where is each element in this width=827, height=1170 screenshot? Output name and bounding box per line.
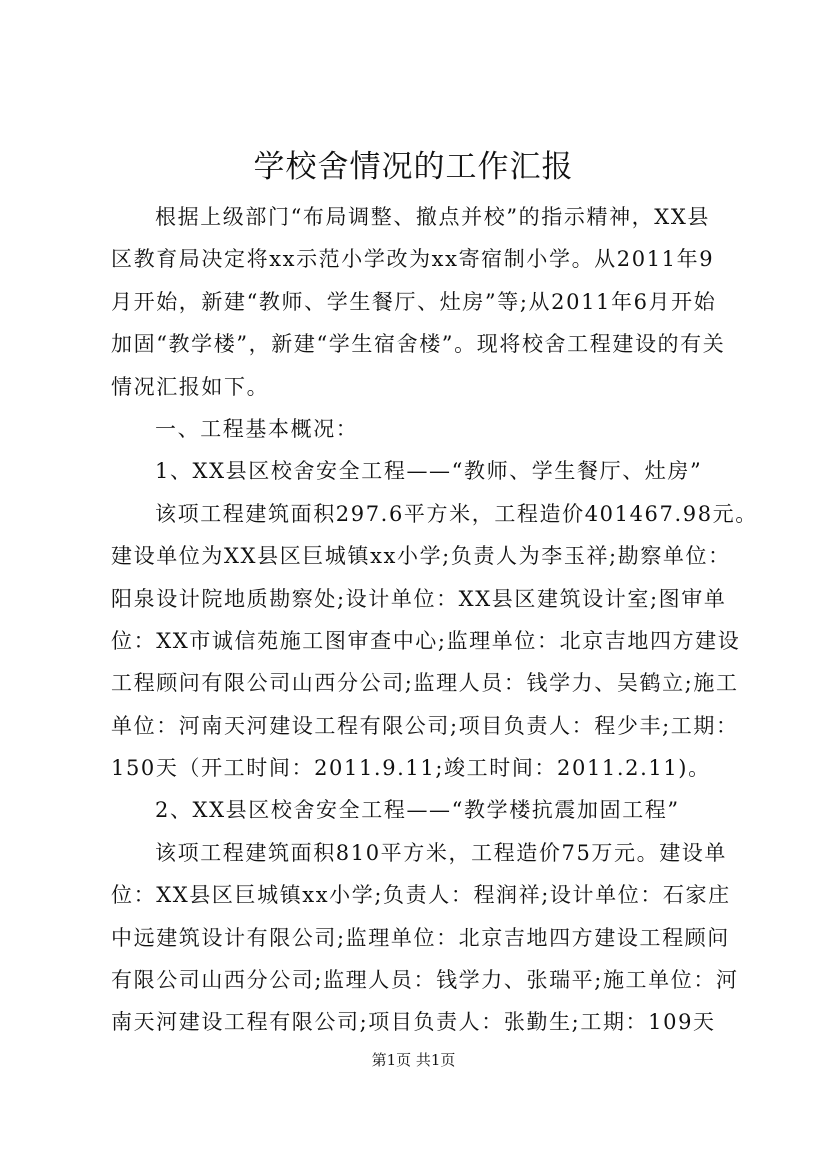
text-line: 150天（开工时间：2011.9.11;竣工时间：2011.2.11)。 [111, 756, 711, 781]
text-line: 中远建筑设计有限公司;监理单位：北京吉地四方建设工程顾问 [111, 925, 730, 950]
document-body [111, 196, 758, 1044]
subsection-heading: 1、XX县区校舍安全工程——“教师、学生餐厅、灶房” [155, 459, 703, 484]
text-line: 该项工程建筑面积810平方米，工程造价75万元。建设单 [155, 840, 728, 865]
text-line: 南天河建设工程有限公司;项目负责人：张勤生;工期：109天 [111, 1010, 716, 1035]
subsection-heading: 2、XX县区校舍安全工程——“教学楼抗震加固工程” [155, 798, 680, 823]
text-line: 根据上级部门“布局调整、撤点并校”的指示精神，XX县 [155, 205, 710, 229]
page-footer: 第1页 共1页 [371, 1051, 456, 1069]
text-line: 位：XX县区巨城镇xx小学;负责人：程润祥;设计单位：石家庄 [111, 883, 731, 908]
text-line: 位：XX市诚信苑施工图审查中心;监理单位：北京吉地四方建设 [111, 628, 741, 653]
text-line: 加固“教学楼”，新建“学生宿舍楼”。现将校舍工程建设的有关 [111, 332, 726, 357]
document-title: 学校舍情况的工作汇报 [253, 149, 574, 185]
text-line: 区教育局决定将xx示范小学改为xx寄宿制小学。从2011年9 [111, 247, 715, 272]
section-heading: 一、工程基本概况： [155, 416, 359, 441]
text-line: 建设单位为XX县区巨城镇xx小学;负责人为李玉祥;勘察单位： [111, 544, 731, 569]
text-line: 月开始，新建“教师、学生餐厅、灶房”等;从2011年6月开始 [111, 289, 717, 314]
text-line: 有限公司山西分公司;监理人员：钱学力、张瑞平;施工单位：河 [111, 968, 739, 993]
text-line: 该项工程建筑面积297.6平方米，工程造价401467.98元。 [155, 501, 758, 526]
text-line: 工程顾问有限公司山西分公司;监理人员：钱学力、吴鹤立;施工 [111, 671, 739, 696]
text-line: 阳泉设计院地质勘察处;设计单位：XX县区建筑设计室;图审单 [111, 586, 727, 611]
text-line: 情况汇报如下。 [111, 374, 270, 399]
text-line: 单位：河南天河建设工程有限公司;项目负责人：程少丰;工期： [111, 713, 739, 738]
